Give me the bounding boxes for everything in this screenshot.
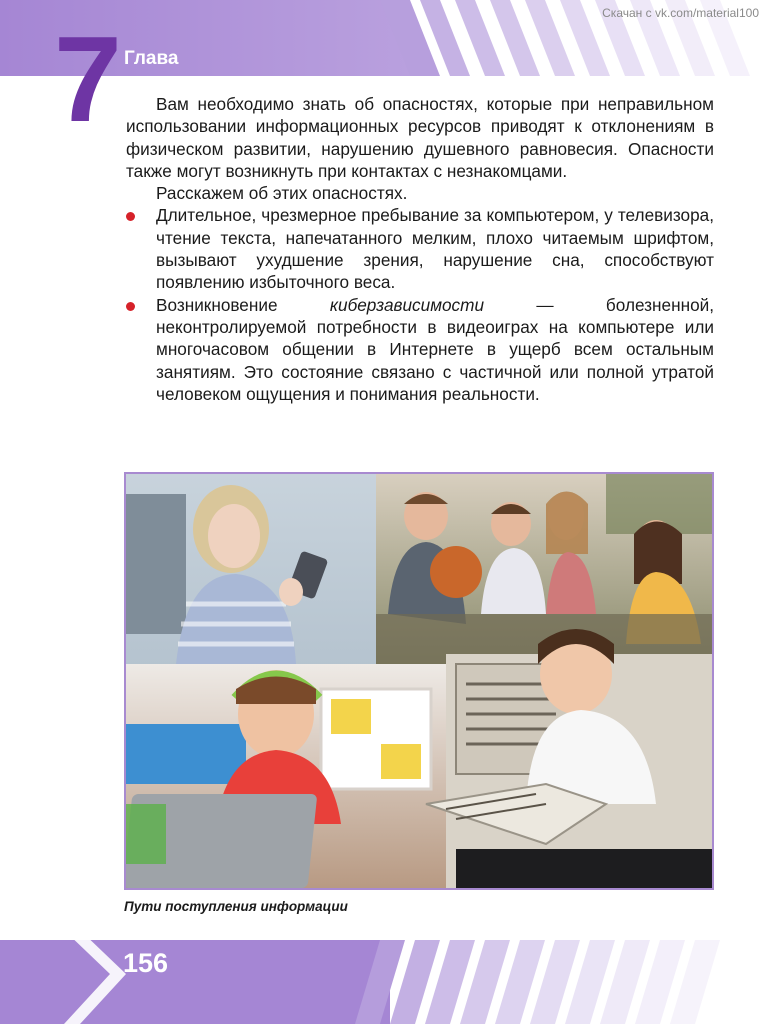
list-item bbox=[126, 204, 714, 293]
bullet-term: киберзависимости bbox=[329, 294, 485, 315]
lead-paragraph: Расскажем об этих опасностях. bbox=[156, 183, 408, 204]
main-text bbox=[126, 93, 714, 405]
footer-band bbox=[0, 930, 769, 1024]
bullet-text: Длительное, чрезмерное пребывание за компьютером, у телевизора, чтение текста, напечатанного мелким, плохо читаемым шрифтом, вызывают ухудшение зрения, нарушение сна, способствуют появлению избыточного веса. bbox=[156, 205, 714, 293]
bullet-text bbox=[156, 295, 714, 404]
bullet-icon bbox=[126, 212, 135, 221]
boy-reading-newspaper-scene bbox=[426, 629, 712, 888]
bullet-suffix: — болезненной, неконтролируемой потребности в видеоиграх на компьютере или многочасовом общении в Интернете в ущерб всем остальным занятиям. Это состояние связано с частичной или полной утратой человеком ощущения и понимания реальности. bbox=[156, 294, 715, 404]
chapter-number: 7 bbox=[54, 11, 122, 147]
danger-list bbox=[126, 204, 714, 405]
download-watermark: Скачан с vk.com/material100 bbox=[602, 6, 759, 20]
collage-photo bbox=[124, 472, 714, 890]
page-number: 156 bbox=[123, 948, 169, 978]
figure-caption: Пути поступления информации bbox=[124, 899, 348, 914]
collage-illustration bbox=[126, 474, 712, 888]
chapter-label: Глава bbox=[124, 48, 179, 69]
bullet-icon bbox=[126, 302, 135, 311]
list-item bbox=[126, 294, 714, 405]
footer-stripes-decoration bbox=[0, 930, 769, 1024]
bullet-prefix: Возникновение bbox=[156, 294, 330, 315]
intro-paragraph: Вам необходимо знать об опасностях, которые при неправильном использовании информационных ресурсов приводят к отклонениям в физическом развитии, нарушению душевного равновесия. Опасности также могут возникнуть при контактах с незнакомцами. bbox=[126, 94, 714, 181]
